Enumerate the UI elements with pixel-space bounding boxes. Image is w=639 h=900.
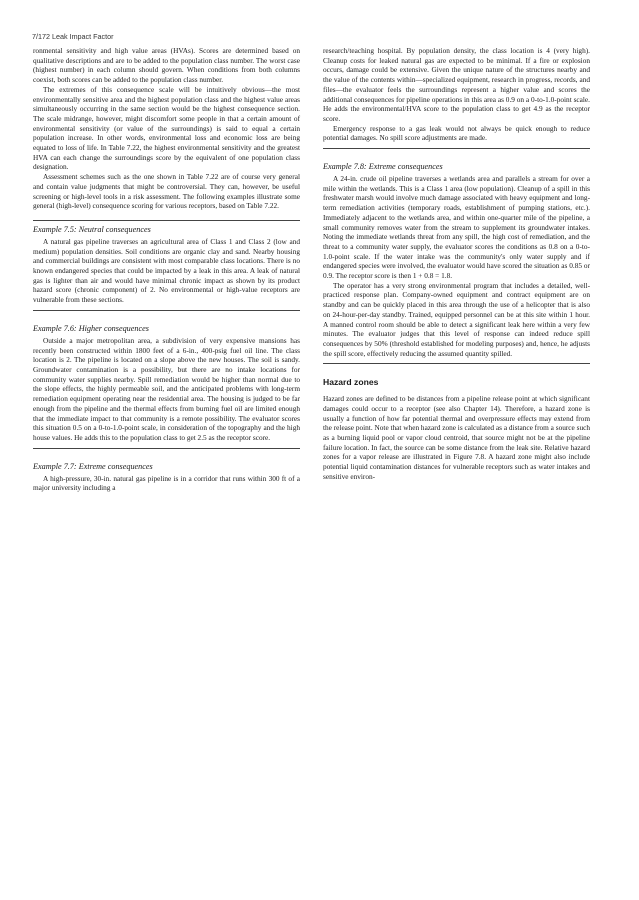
example-7-7 [33,458,300,493]
left-column [33,46,300,499]
example-title: Example 7.6: Higher consequences [33,323,149,333]
rule-bottom [323,148,590,149]
paragraph: Hazard zones are defined to be distances from a pipeline release point at which significant damages could occur to a receptor (see also Chapter 14). Therefore, a hazard zone is usually a function of how far potential thermal and overpressure effects may extend from the release point. Note that when hazard zone is calculated as a distance from a source such as a burning liquid pool or vapor cloud centroid, that source might not be at the pipeline failure location. In fact, the source can be some distance from the leak site. Relative hazard zones for a vapor release are illustrated in Figure 7.8. A hazard zone might also include potential liquid contamination distances for vulnerable receptors such as water intakes and sensitive environ- [323,394,590,481]
example-text: Outside a major metropolitan area, a subdivision of very expensive mansions has recently been constructed within 1800 feet of a 6-in., 400-psig fuel oil line. The class location is 2. The pipeline is located on a slope above the new houses. The soil is sandy. Groundwater contamination is a possibility, but there are no intake locations for community water supplies nearby. Spill remediation would be higher than normal due to the slope effects, the highly permeable soil, and the anticipated problems with long-term remediation equipment operating near the residential area. The housing is judged to be far enough from the pipeline and the thermal effects from burning fuel oil are limited enough that the immediate impact to that community is a remote possibility. The evaluator scores this situation 0.5 on a 0-to-1.0-point scale, in consideration of the topography and the high house values. He adds this to the population class to get 2.5 as the receptor score. [33,335,300,442]
rule-bottom [33,448,300,449]
example-7-8 [323,158,590,364]
example-text: A 24-in. crude oil pipeline traverses a wetlands area and parallels a stream for over a mile within the wetlands. This is a Class 1 area (low population). Cleanup of a spill in this freshwater marsh would involve much damage associated with heavy equipment and long-term remediation activities (temporary roads, establishment of pumping stations, etc.). Immediately adjacent to the wetlands area, and within one-quarter mile of the pipeline, a small community removes water from the stream to supplement its groundwater intakes. Noting the immediate wetlands threat from any spill, the high cost of remediation, and the threat to a community water supply, the evaluator scores the conditions as 0.8 on a 0-to-1.0-point scale. If the water intake was the community's only water supply and if endangered species were involved, the evaluator would have scored the situation as 0.85 or 0.9. The receptor score is then 1 + 0.8 = 1.8. [323,174,590,281]
example-text: A natural gas pipeline traverses an agricultural area of Class 1 and Class 2 (low and medium) population densities. Soil conditions are organic clay and sand. Nearby housing and commercial buildings are consistent with most comparable class locations. There is no known endangered species that could be impacted by a leak in this area. A leak of natural gas is lighter than air and would have minimal chronic impact as shown by its product hazard score (chronic component) of 2. No environmental or high-value receptors are vulnerable from these sections. [33,236,300,305]
example-text: A high-pressure, 30-in. natural gas pipeline is in a corridor that runs within 300 ft of a major university including a [33,473,300,493]
running-head: 7/172 Leak Impact Factor [32,32,114,41]
paragraph: Emergency response to a gas leak would not always be quick enough to reduce potential damages. No spill score adjustments are made. [323,123,590,143]
example-title: Example 7.5: Neutral consequences [33,224,151,234]
rule-bottom [33,310,300,311]
paragraph: The extremes of this consequence scale will be intuitively obvious—the most environmentally sensitive area and the highest population class and the highest value areas simultaneously occurring in the same section would be the highest consequence section. The scale midrange, however, might discomfort some people in that a certain amount of environmental sensitivity (or value of the surroundings) is said to equal a certain population increase. In other words, environmental loss and economic loss are being equated to loss of life. In Table 7.22, the highest environmental sensitivity and the greatest HVA can each change the surroundings score by the equivalent of one population class designation. [33,84,300,172]
rule-bottom [323,363,590,364]
section-heading: Hazard zones [323,377,379,388]
example-7-5 [33,220,300,311]
example-title: Example 7.8: Extreme consequences [323,162,443,172]
example-text: The operator has a very strong environmental program that includes a detailed, well-practiced response plan. Company-owned equipment and contract equipment are on standby and can be quickly placed in this area through the use of a helicopter that is also on 24-hour-per-day standby. Trained, equipped personnel can be at this site within 1 hour. A manned control room should be able to detect a significant leak here within a very few minutes. The evaluator judges that this level of response can indeed reduce spill consequences by 50% (threshold established for modeling purposes) and, hence, he adjusts the spill score, effectively reducing the assumed quantity spilled. [323,280,590,358]
paragraph: Assessment schemes such as the one shown in Table 7.22 are of course very general and contain value judgments that might be controversial. They can, however, be useful screening or high-level tools in a risk assessment. The following examples illustrate some general (high-level) consequence scoring for various receptors, based on Table 7.22. [33,172,300,211]
example-7-6 [33,320,300,449]
paragraph: ronmental sensitivity and high value areas (HVAs). Scores are determined based on qualitative descriptions and are to be added to the population class number. The worst case (highest number) in each column should govern. When conditions from both columns coexist, both scores can be added to the population class number. [33,46,300,85]
paragraph: research/teaching hospital. By population density, the class location is 4 (very high). Cleanup costs for leaked natural gas are expected to be minimal. If a fire or explosion occurs, damage could be extensive. Given the unique nature of the structures nearby and the value of the contents within—specialized equipment, research in progress, records, and files—the evaluator feels the surroundings represent a higher value and scores the additional consequences for pipeline operations in this area as 0.9 on a 0-to-1.0-point scale. He adds the environmental/HVA score to the population class to get 4.9 as the receptor score. [323,46,590,123]
right-column [323,46,590,481]
example-title: Example 7.7: Extreme consequences [33,461,153,471]
